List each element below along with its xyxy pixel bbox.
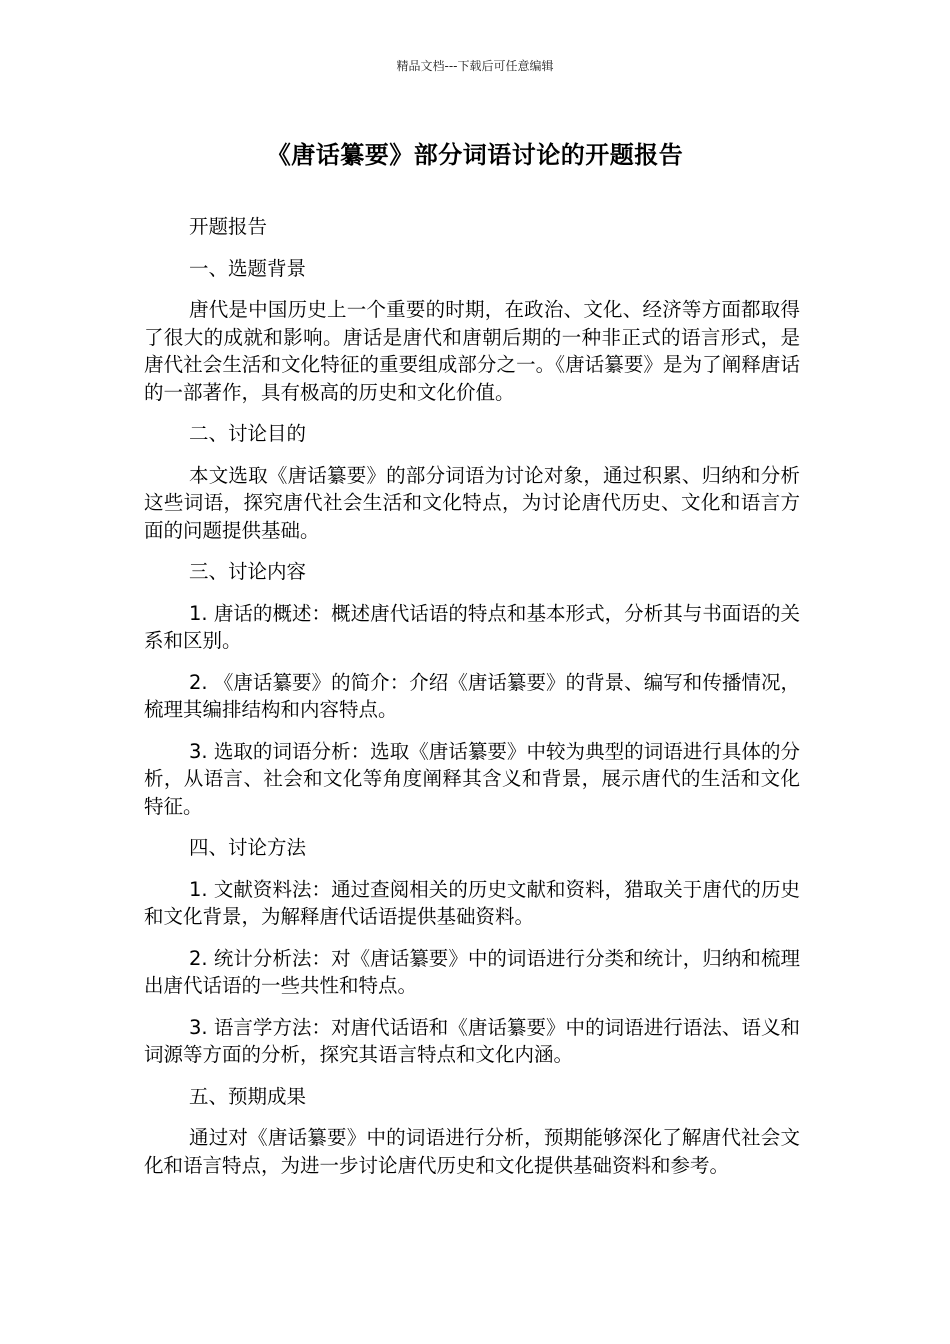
heading-expected-results: 五、预期成果 <box>189 1084 307 1108</box>
heading-content: 三、讨论内容 <box>189 560 307 583</box>
heading-purpose: 二、讨论目的 <box>189 422 307 445</box>
paragraph-purpose: 本文选取《唐话纂要》的部分词语为讨论对象，通过积累、归纳和分析这些词语，探究唐代社会生活和文化特点，为讨论唐代历史、文化和语言方面的问题提供基础。 <box>144 463 800 542</box>
method-item-1: 1. 文献资料法：通过查阅相关的历史文献和资料，猎取关于唐代的历史和文化背景，为解释唐代话语提供基础资料。 <box>144 877 800 928</box>
content-item-1: 1. 唐话的概述：概述唐代话语的特点和基本形式，分析其与书面语的关系和区别。 <box>144 601 800 652</box>
document-title: 《唐话纂要》部分词语讨论的开题报告 <box>266 141 684 169</box>
paragraph-background: 唐代是中国历史上一个重要的时期，在政治、文化、经济等方面都取得了很大的成就和影响。唐话是唐代和唐朝后期的一种非正式的语言形式，是唐代社会生活和文化特征的重要组成部分之一。《唐话纂要》是为了阐释唐话的一部著作，具有极高的历史和文化价值。 <box>144 298 800 404</box>
content-item-3: 3. 选取的词语分析：选取《唐话纂要》中较为典型的词语进行具体的分析，从语言、社会和文化等角度阐释其含义和背景，展示唐代的生活和文化特征。 <box>144 739 800 818</box>
heading-methods: 四、讨论方法 <box>189 836 307 859</box>
method-item-2: 2. 统计分析法：对《唐话纂要》中的词语进行分类和统计，归纳和梳理出唐代话语的一些共性和特点。 <box>144 946 800 997</box>
document-body <box>144 213 800 1193</box>
paragraph-report-label: 开题报告 <box>189 215 268 238</box>
paragraph-expected-results: 通过对《唐话纂要》中的词语进行分析，预期能够深化了解唐代社会文化和语言特点，为进一步讨论唐代历史和文化提供基础资料和参考。 <box>144 1126 800 1177</box>
method-item-3: 3. 语言学方法：对唐代话语和《唐话纂要》中的词语进行语法、语义和词源等方面的分析，探究其语言特点和文化内涵。 <box>144 1015 800 1066</box>
content-item-2: 2. 《唐话纂要》的简介：介绍《唐话纂要》的背景、编写和传播情况，梳理其编排结构和内容特点。 <box>144 670 800 721</box>
page-header: 精品文档---下载后可任意编辑 <box>396 59 554 73</box>
heading-background: 一、选题背景 <box>189 256 307 280</box>
